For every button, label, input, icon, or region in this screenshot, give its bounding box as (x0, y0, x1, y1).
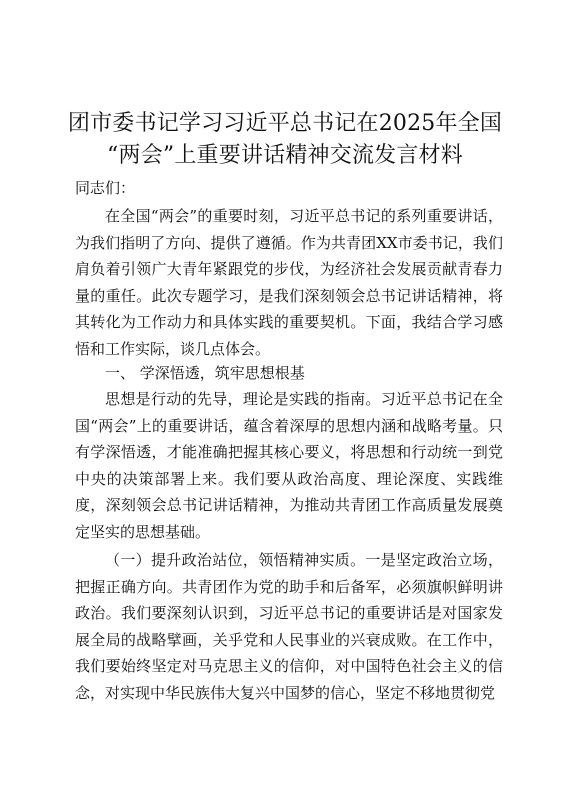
section-heading-1: 一、 学深悟透，筑牢思想根基 (105, 364, 305, 382)
paragraph-section-1: 思想是行动的先导，理论是实践的指南。习近平总书记在全国“两会”上的重要讲话，蕴含着深厚的思想内涵和战略考量。只有学深悟透，才能准确把握其核心要义，将思想和行动统一到党中央的决策部署上来。我们要从政治高度、理论深度、实践维度，深刻领会总书记讲话精神，为推动共青团工作高质量发展奠定坚实的思想基础。 (75, 390, 503, 541)
paragraph-intro: 在全国“两会”的重要时刻，习近平总书记的系列重要讲话，为我们指明了方向、提供了遵循。作为共青团XX市委书记，我们肩负着引领广大青年紧跟党的步伐，为经济社会发展贡献青春力量的重任。此次专题学习，是我们深刻领会总书记讲话精神，将其转化为工作动力和具体实践的重要契机。下面，我结合学习感悟和工作实际，谈几点体会。 (75, 207, 503, 358)
paragraph-subsection-1: （一）提升政治站位，领悟精神实质。一是坚定政治立场，把握正确方向。共青团作为党的助手和后备军，必须旗帜鲜明讲政治。我们要深刻认识到，习近平总书记的重要讲话是对国家发展全局的战略擘画，关乎党和人民事业的兴衰成败。在工作中，我们要始终坚定对马克思主义的信仰，对中国特色社会主义的信念，对实现中华民族伟大复兴中国梦的信心，坚定不移地贯彻党 (75, 551, 503, 702)
document-title-line-2: “两会”上重要讲话精神交流发言材料 (107, 143, 463, 168)
document-title-line-1: 团市委书记学习习近平总书记在2025年全国 (67, 111, 503, 136)
salutation: 同志们： (75, 179, 136, 197)
